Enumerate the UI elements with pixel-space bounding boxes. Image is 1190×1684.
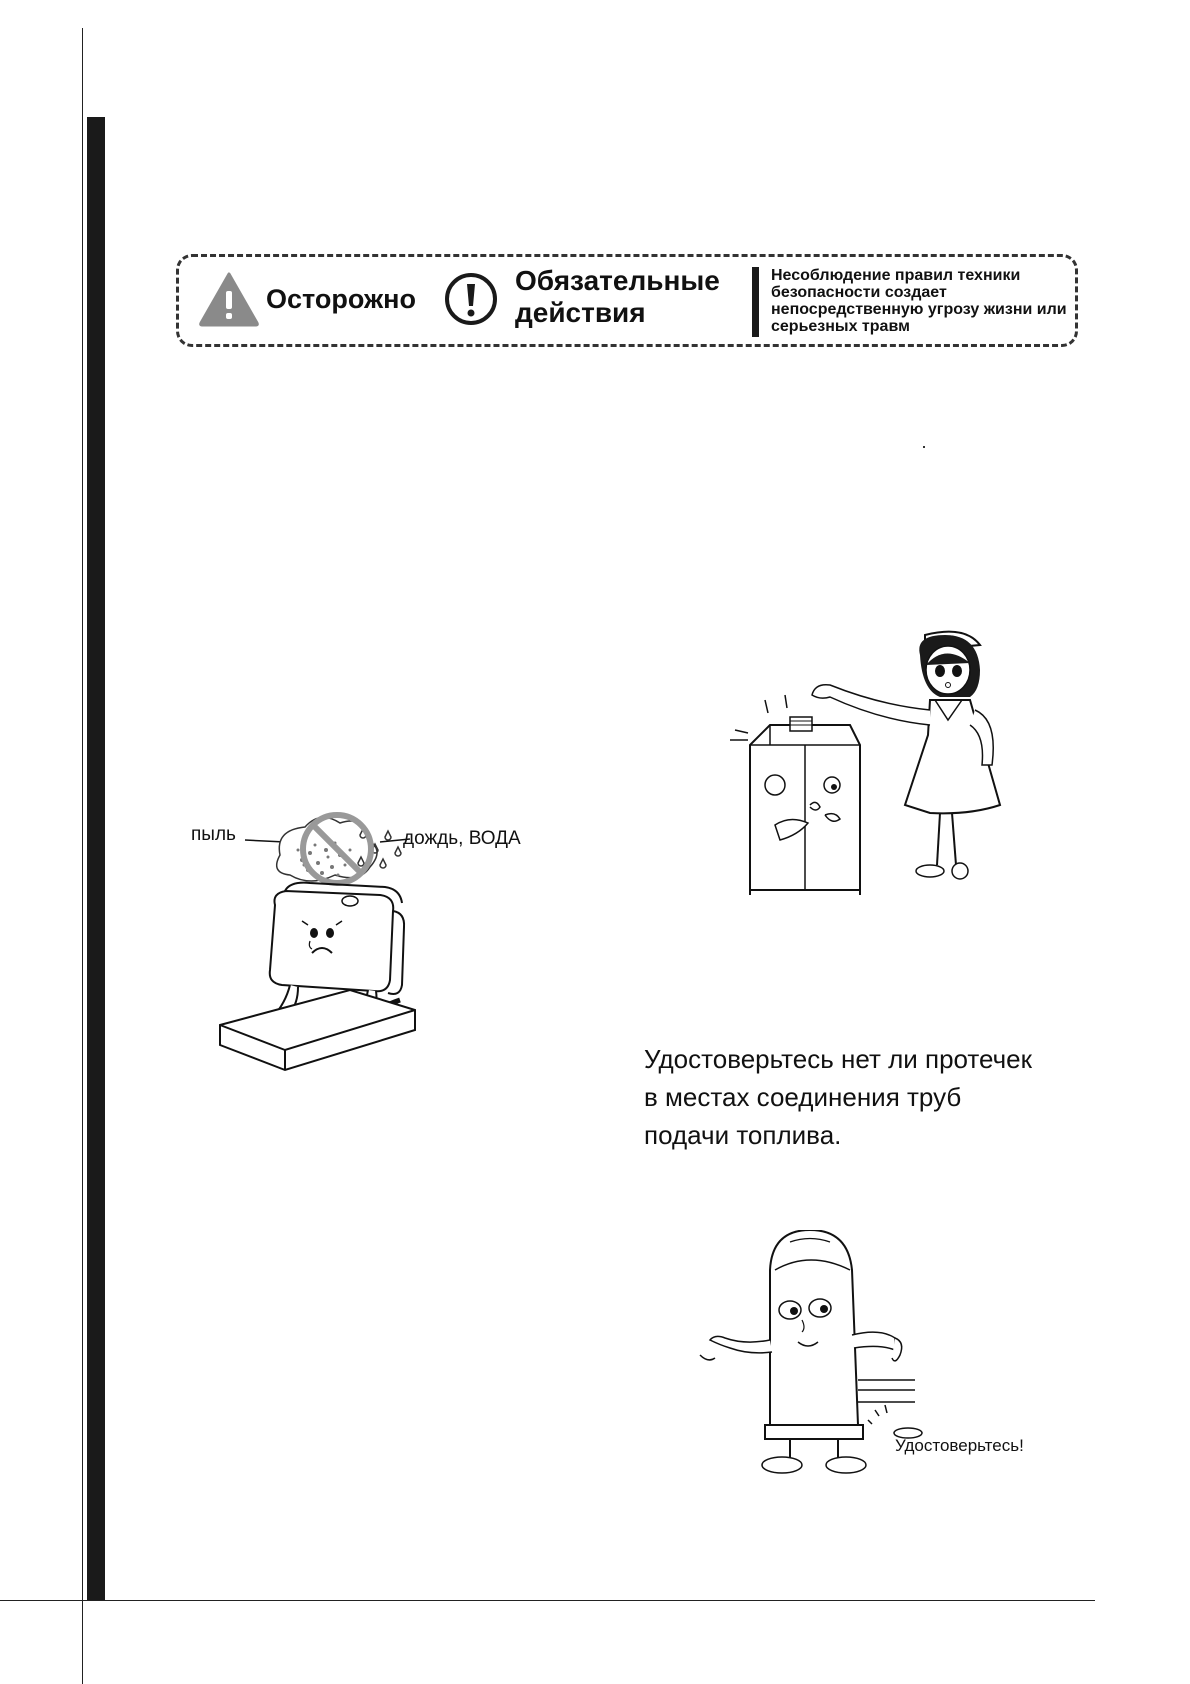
mandatory-label [515, 265, 735, 329]
margin-line [82, 28, 83, 1684]
legend-description: Несоблюдение правил техники безопасности создает непосредственную угрозу жизни или серьезных травм [771, 267, 1067, 335]
footer-line [0, 1600, 1095, 1601]
label-check: Удостоверьтесь! [895, 1436, 1024, 1455]
legend-divider [752, 267, 759, 337]
label-dust: пыль [191, 824, 236, 845]
mandatory-label-line2: действия [515, 297, 646, 328]
note-line1: Удостоверьтесь нет ли протечек [644, 1044, 1033, 1074]
note-line3: подачи топлива. [644, 1120, 842, 1150]
safety-legend [176, 254, 1078, 347]
mandatory-label-line1: Обязательные [515, 265, 720, 296]
note-line2: в местах соединения труб [644, 1082, 962, 1112]
caution-label: Осторожно [266, 284, 416, 314]
exclamation-circle-icon [443, 271, 499, 327]
leak-check-note [644, 1040, 1084, 1154]
side-bar [87, 117, 105, 1600]
stray-dot [923, 446, 925, 448]
warning-triangle-icon [198, 271, 260, 327]
label-rain-water: дождь, ВОДА [403, 828, 521, 849]
woman-checking-heater-illustration [730, 625, 1040, 905]
